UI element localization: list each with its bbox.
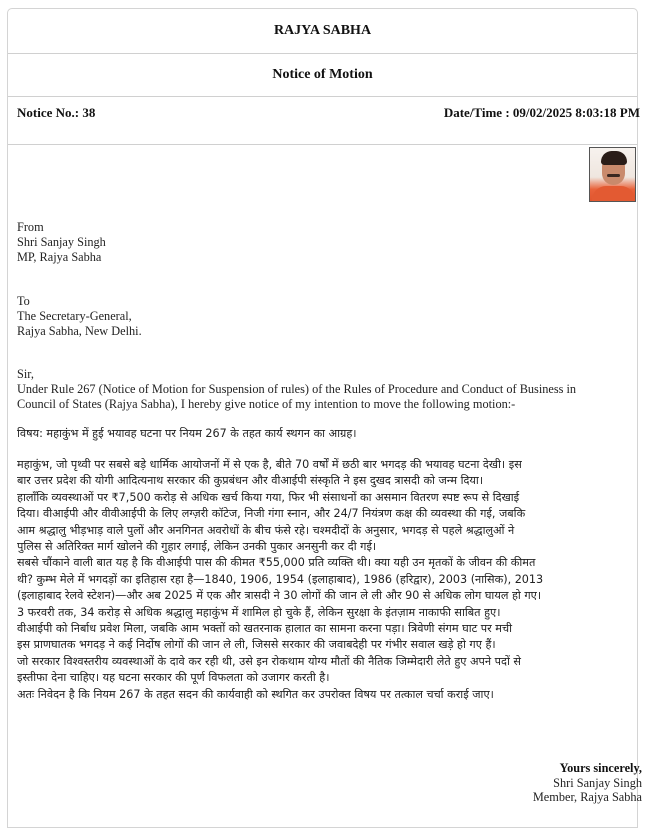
body-line: हालाँकि व्यवस्थाओं पर ₹7,500 करोड़ से अधिक खर्च किया गया, फिर भी संसाधनों का असमान वितरण स्पष्ट रूप से दिखाई [17, 490, 520, 504]
body-line: पुलिस से अतिरिक्त मार्ग खोलने की गुहार लगाई, लेकिन उनकी पुकार अनसुनी कर दी गई। [17, 540, 377, 554]
signer-designation: Member, Rajya Sabha [532, 790, 642, 804]
body-line: सबसे चौंकाने वाली बात यह है कि वीआईपी पास की कीमत ₹55,000 प्रति व्यक्ति थी। क्या यही उन मृतकों के जीवन की कीमत [17, 556, 536, 570]
body-line: महाकुंभ, जो पृथ्वी पर सबसे बड़े धार्मिक आयोजनों में से एक है, बीते 70 वर्षों में छठी बार भगदड़ की भयावह घटना देखी। इस [17, 458, 522, 471]
body-line: वीआईपी को निर्बाध प्रवेश मिला, जबकि आम भक्तों को खतरनाक हालात का सामना करना पड़ा। त्रिवेणी संगम घाट पर मची [17, 622, 512, 636]
header-divider [8, 53, 637, 54]
title-divider [8, 96, 637, 97]
meta-divider [8, 144, 637, 145]
from-label: From [17, 220, 44, 234]
from-designation: MP, Rajya Sabha [17, 250, 102, 264]
notice-datetime: Date/Time : 09/02/2025 8:03:18 PM [443, 105, 640, 120]
member-photo [589, 147, 636, 202]
body-line: इस प्राणघातक भगदड़ ने कई निर्दोष लोगों की जान ले ली, जिससे सरकार की जवाबदेही पर गंभीर सवाल खड़े हो गए हैं। [17, 638, 496, 652]
body-line: जो सरकार विश्वस्तरीय व्यवस्थाओं के दावे कर रही थी, उसे इन रोकथाम योग्य मौतों की नैतिक जिम्मेदारी लेते हुए अपने पदों से [17, 654, 521, 668]
body-line: (इलाहाबाद रेलवे स्टेशन)—और अब 2025 में एक और त्रासदी ने 30 लोगों की जान ले ली और 90 से अधिक लोग घायल हो गए। [17, 589, 542, 603]
notice-number: Notice No.: 38 [17, 105, 96, 120]
to-line-2: Rajya Sabha, New Delhi. [17, 324, 142, 338]
from-block [17, 220, 106, 265]
photo-mustache [607, 174, 620, 177]
subject-line: विषय: महाकुंभ में हुई भयावह घटना पर नियम 267 के तहत कार्य स्थगन का आग्रह। [17, 427, 357, 440]
salutation: Sir, [17, 367, 34, 381]
org-title: RAJYA SABHA [273, 23, 372, 38]
body-line: थी? कुम्भ मेले में भगदड़ों का इतिहास रहा है—1840, 1906, 1954 (इलाहाबाद), 1986 (हरिद्वार), 2003 (नासिक), 2013 [17, 572, 544, 586]
closing: Yours sincerely, [559, 761, 642, 775]
body-line: इस्तीफा देना चाहिए। यह घटना सरकार की पूर्ण विफलता को उजागर करती है। [17, 671, 330, 685]
to-label: To [17, 294, 30, 308]
motion-body [17, 457, 617, 703]
signature-block [533, 761, 642, 805]
body-line: अतः निवेदन है कि नियम 267 के तहत सदन की कार्यवाही को स्थगित कर उपरोक्त विषय पर तत्काल चर्चा कराई जाए। [17, 687, 494, 701]
signer-name: Shri Sanjay Singh [553, 775, 642, 790]
page-title: Notice of Motion [272, 67, 373, 82]
photo-hair [601, 151, 627, 165]
to-block [17, 294, 142, 339]
body-line: दिया। वीआईपी और वीवीआईपी के लिए लग्ज़री कॉटेज, निजी गंगा स्नान, और 24/7 नियंत्रण कक्ष की व्यवस्था की गई, जबकि [17, 507, 526, 521]
body-line: आम श्रद्धालु भीड़भाड़ वाले पुलों और अनगिनत अवरोधों के बीच फंसे रहे। चश्मदीदों के अनुसार, भगदड़ से पहले श्रद्धालुओं ने [17, 523, 515, 537]
body-line: 3 फरवरी तक, 34 करोड़ से अधिक श्रद्धालु महाकुंभ में शामिल हो चुके हैं, लेकिन सुरक्षा के इंतज़ाम नाकाफी साबित हुए। [17, 605, 501, 619]
photo-shirt [592, 186, 635, 202]
to-line-1: The Secretary-General, [17, 309, 132, 323]
notice-card [7, 8, 638, 828]
intro-paragraph: Under Rule 267 (Notice of Motion for Suspension of rules) of the Rules of Procedure and Conduct of Business in Council of States (Rajya Sabha), I hereby give notice of my intention to move the following motion:- [17, 382, 577, 411]
body-line: बार उत्तर प्रदेश की योगी आदित्यनाथ सरकार की कुप्रबंधन और वीआईपी संस्कृति ने इस दुखद त्रासदी को जन्म दिया। [17, 474, 484, 488]
from-name: Shri Sanjay Singh [17, 235, 106, 249]
